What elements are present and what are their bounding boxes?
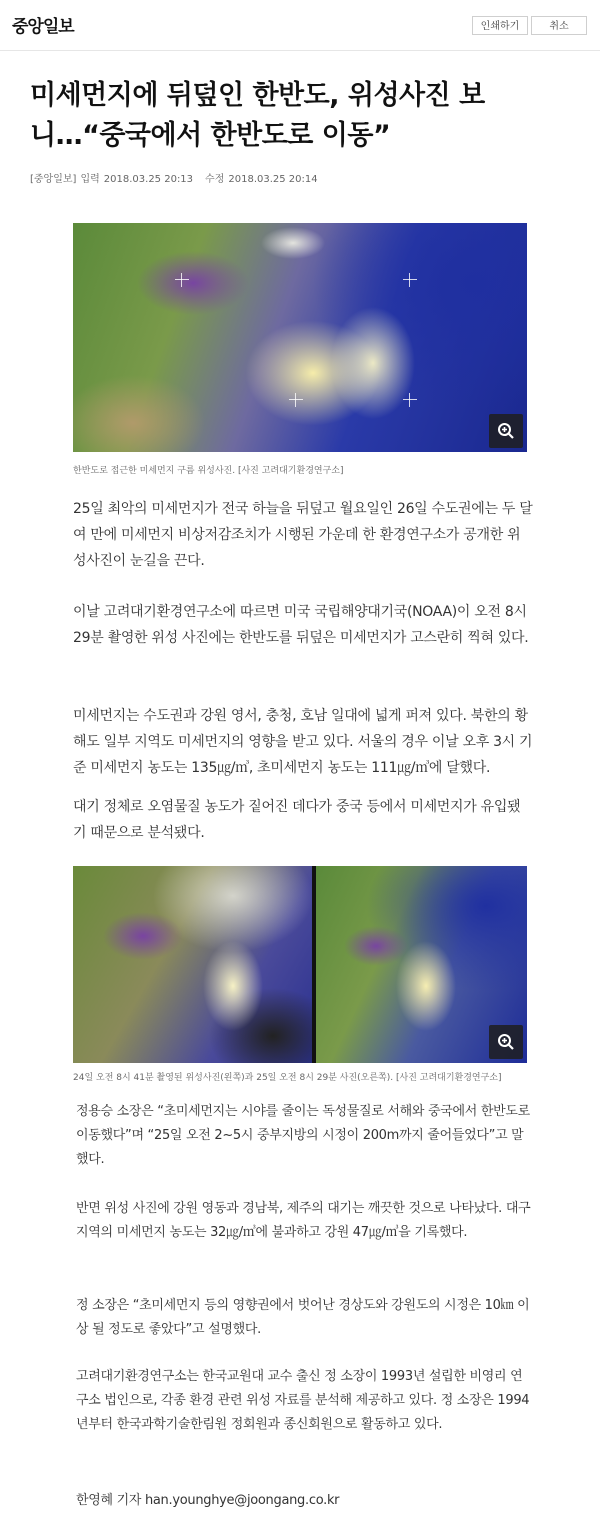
article-paragraph: 반면 위성 사진에 강원 영동과 경남북, 제주의 대기는 깨끗한 것으로 나타났다. 대구 지역의 미세먼지 농도는 32㎍/㎥에 불과하고 강원 47㎍/㎥을 기록했다. — [76, 1201, 531, 1240]
cancel-button[interactable]: 취소 — [531, 16, 587, 35]
input-time: 2018.03.25 20:13 — [103, 174, 194, 185]
article-paragraph: 고려대기환경연구소는 한국교원대 교수 출신 정 소장이 1993년 설립한 비영리 연구소 법인으로, 각종 환경 관련 위성 자료를 분석해 제공하고 있다. 정 소장은 1994년부터 한국과학기술한림원 정회원과 종신회원으로 활동하고 있다. — [76, 1369, 530, 1432]
satellite-photo-comparison[interactable] — [73, 866, 527, 1063]
zoom-in-button[interactable] — [489, 414, 523, 448]
article-paragraph: 25일 최악의 미세먼지가 전국 하늘을 뒤덮고 월요일인 26일 수도권에는 두 달여 만에 미세먼지 비상저감조치가 시행된 가운데 한 환경연구소가 공개한 위성사진이 눈길을 끈다. — [73, 501, 533, 569]
satellite-photo-main[interactable] — [73, 223, 527, 452]
zoom-in-icon — [497, 422, 515, 440]
crosshair-mark — [403, 273, 417, 287]
article-paragraph: 미세먼지는 수도권과 강원 영서, 충청, 호남 일대에 넓게 퍼져 있다. 북한의 황해도 일부 지역도 미세먼지의 영향을 받고 있다. 서울의 경우 이날 오후 3시 기준 미세먼지 농도는 135㎍/㎥, 초미세먼지 농도는 111㎍/㎥에 달했다. — [73, 708, 533, 776]
photo-caption: 한반도로 접근한 미세먼지 구름 위성사진. [사진 고려대기환경연구소] — [73, 466, 344, 476]
article-paragraph: 대기 정체로 오염물질 농도가 짙어진 데다가 중국 등에서 미세먼지가 유입됐기 때문으로 분석됐다. — [73, 799, 521, 841]
zoom-in-button[interactable] — [489, 1025, 523, 1059]
crosshair-mark — [175, 273, 189, 287]
article-paragraph: 정용승 소장은 “초미세먼지는 시야를 줄이는 독성물질로 서해와 중국에서 한반도로 이동했다”며 “25일 오전 2~5시 중부지방의 시정이 200m까지 줄어들었다”고 말했다. — [76, 1104, 530, 1167]
modified-time: 2018.03.25 20:14 — [228, 174, 318, 185]
crosshair-mark — [289, 393, 303, 407]
photo-caption: 24일 오전 8시 41분 촬영된 위성사진(왼쪽)과 25일 오전 8시 29분 사진(오른쪽). [사진 고려대기환경연구소] — [73, 1073, 502, 1083]
crosshair-mark — [403, 393, 417, 407]
article-headline: 미세먼지에 뒤덮인 한반도, 위성사진 보니…“중국에서 한반도로 이동” — [30, 80, 485, 151]
article-source: [중앙일보] — [30, 174, 77, 185]
modified-label: 수정 — [205, 174, 225, 185]
article-paragraph: 정 소장은 “초미세먼지 등의 영향권에서 벗어난 경상도와 강원도의 시정은 10㎞ 이상 될 정도로 좋았다”고 설명했다. — [76, 1298, 530, 1337]
print-button[interactable]: 인쇄하기 — [472, 16, 528, 35]
input-label: 입력 — [80, 174, 100, 185]
reporter-credit: 한영혜 기자 han.younghye@joongang.co.kr — [76, 1493, 340, 1508]
article-paragraph: 이날 고려대기환경연구소에 따르면 미국 국립해양대기국(NOAA)이 오전 8시 29분 촬영한 위성 사진에는 한반도를 뒤덮은 미세먼지가 고스란히 찍혀 있다. — [73, 604, 529, 646]
zoom-in-icon — [497, 1033, 515, 1051]
article-byline — [30, 170, 322, 185]
site-logo[interactable]: 중앙일보 — [12, 17, 74, 37]
satellite-photo-left — [73, 866, 312, 1063]
top-bar — [0, 0, 600, 51]
